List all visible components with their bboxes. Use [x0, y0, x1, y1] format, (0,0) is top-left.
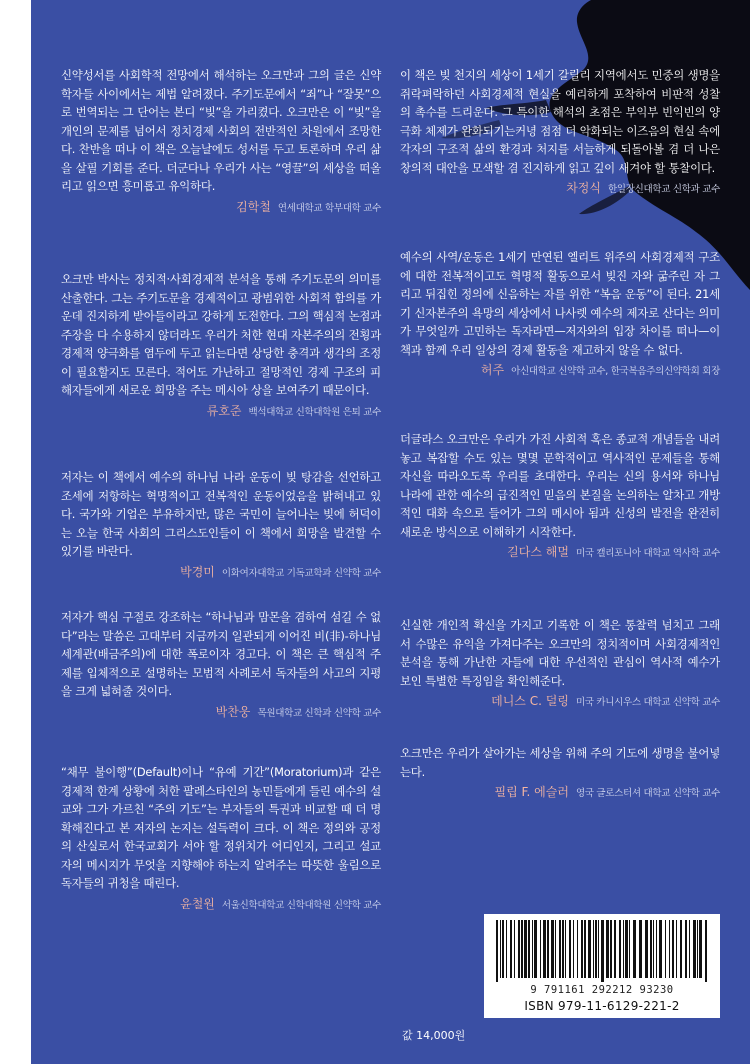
endorsement — [61, 608, 381, 721]
barcode-bar — [528, 920, 530, 978]
barcode-bar — [584, 920, 586, 978]
endorsement — [400, 616, 720, 710]
barcode-bar — [514, 920, 515, 978]
barcode-bar — [500, 920, 501, 978]
barcode-bar — [680, 920, 682, 978]
endorsement — [400, 430, 720, 561]
barcode-bar — [629, 920, 630, 978]
barcode-bars — [492, 920, 712, 982]
barcode-bar — [699, 920, 702, 978]
endorser-name: 박찬웅 — [215, 704, 251, 719]
endorsement-attribution — [400, 181, 720, 197]
endorsement-text: 예수의 사역/운동은 1세기 만연된 엘리트 위주의 사회경제적 구조에 대한 전복적이고도 혁명적 활동으로서 빚진 자와 굶주린 자 그리고 뒤집힌 정의에 신음하는 자를 위한 “복음 운동”이 된다. 21세기 신자본주의 욕망의 세상에서 나사렛 예수의 제자로 산다는 의미가 무엇일까 고민하는 독자라면—저자와의 입장 차이를 떠나—이 책과 함께 우리 일상의 경제 활동을 재고하지 않을 수 없다. — [400, 250, 720, 357]
barcode-bar — [697, 920, 698, 978]
endorsement — [61, 66, 381, 216]
barcode-bar — [496, 920, 498, 982]
barcode-bar — [518, 920, 520, 978]
barcode-bar — [598, 920, 599, 978]
endorser-affiliation: 한일장신대학교 신학과 교수 — [608, 184, 720, 195]
barcode-bar — [669, 920, 670, 978]
isbn-barcode — [484, 914, 720, 1018]
endorser-affiliation: 연세대학교 학부대학 교수 — [277, 202, 381, 214]
barcode-bar — [581, 920, 583, 978]
barcode-bar — [619, 920, 621, 978]
endorser-name: 허주 — [480, 363, 505, 377]
barcode-bar — [665, 920, 666, 978]
barcode-bar — [510, 920, 512, 978]
endorser-affiliation: 아신대학교 신약학 교수, 한국복음주의신약학회 회장 — [511, 366, 720, 377]
barcode-bar — [595, 920, 597, 978]
barcode-bar — [645, 920, 648, 978]
barcode-bar — [532, 920, 533, 978]
endorsement-text: 이 책은 빚 천지의 세상이 1세기 갈릴리 지역에서도 민중의 생명을 쥐락펴락하던 사회경제적 현실을 예리하게 포착하여 비판적 성찰의 촉수를 드리운다. 그 특이한 해석의 초점은 부익부 빈익빈의 양극화 체제가 완화되기는커녕 점점 더 악화되는 이즈음의 현실 속에 각자의 구조적 삶의 환경과 처지를 서늘하게 되돌아볼 겸 더 나은 창의적 대안을 모색할 겸 진지하게 읽고 깊이 새겨야 할 통찰이다. — [400, 68, 720, 175]
barcode-bar — [623, 920, 624, 978]
endorsement-text: 더글라스 오크만은 우리가 가진 사회적 혹은 종교적 개념들을 내려놓고 복잡할 수도 있는 몇몇 문학적이고 역사적인 문제들을 통해 자신을 따라오도록 우리를 초대한다. 우리는 신의 용서와 하나님 나라에 관한 예수의 급진적인 믿음의 본질을 논의하는 알차고 개방적인 대화 속으로 들어가 그의 메시아 됨과 신성의 발전을 완전히 새로운 방식으로 이해하기 시작한다. — [400, 432, 720, 539]
endorsement-attribution — [61, 404, 381, 420]
barcode-bar — [551, 920, 554, 978]
barcode-bar — [633, 920, 636, 978]
barcode-bar — [601, 920, 604, 982]
barcode-bar — [653, 920, 654, 978]
barcode-bar — [573, 920, 574, 978]
endorser-affiliation: 서울신학대학교 신학대학원 신약학 교수 — [221, 899, 381, 911]
barcode-bar — [565, 920, 566, 978]
barcode-bar — [524, 920, 527, 978]
barcode-bar — [547, 920, 549, 978]
barcode-digits: 9 791161 292212 93230 — [530, 984, 674, 996]
endorsement-attribution — [61, 705, 381, 721]
endorsement — [400, 248, 720, 379]
endorsement-attribution — [61, 200, 381, 216]
barcode-bar — [676, 920, 677, 978]
endorsement — [400, 744, 720, 801]
barcode-bar — [543, 920, 546, 978]
barcode-bar — [540, 920, 541, 978]
isbn-number: ISBN 979-11-6129-221-2 — [524, 999, 680, 1013]
endorser-name: 차정식 — [566, 181, 601, 195]
barcode-bar — [625, 920, 628, 978]
barcode-bar — [569, 920, 571, 978]
barcode-bar — [588, 920, 591, 978]
barcode-bar — [562, 920, 564, 978]
endorser-name: 데니스 C. 덜링 — [491, 694, 569, 708]
barcode-bar — [656, 920, 657, 978]
barcode-bar — [502, 920, 504, 978]
endorser-affiliation: 영국 글로스터셔 대학교 신약학 교수 — [575, 788, 720, 799]
endorsement — [61, 763, 381, 913]
endorser-name: 류호준 — [206, 403, 242, 418]
endorsement-text: 오크만은 우리가 살아가는 세상을 위해 주의 기도에 생명을 불어넣는다. — [400, 746, 720, 779]
endorsement — [61, 468, 381, 581]
barcode-bar — [705, 920, 707, 982]
endorsement-attribution — [400, 785, 720, 801]
barcode-bar — [685, 920, 687, 978]
endorser-affiliation: 목원대학교 신학과 신약학 교수 — [257, 707, 381, 719]
barcode-bar — [650, 920, 652, 978]
endorsement-text: 오크만 박사는 정치적·사회경제적 분석을 통해 주기도문의 의미를 산출한다. 그는 주기도문을 경제적이고 광범위한 사회적 함의를 가운데 진지하게 받아들이라고 강하게 도전한다. 그의 핵심적 논점과 주장을 다 수용하지 않더라도 우리가 처한 현대 자본주의의 전횡과 경제적 양극화를 염두에 두고 읽는다면 상당한 충격과 생각의 조정이 필요할지도 모른다. 적어도 가난하고 절망적인 경제 구조의 피해자들에게 새로운 희망을 주는 메시아 상을 보여주기 때문이다. — [61, 272, 381, 397]
endorser-name: 박경미 — [180, 564, 215, 579]
endorsement — [61, 270, 381, 420]
barcode-bar — [610, 920, 612, 978]
endorser-name: 윤철원 — [180, 896, 215, 911]
barcode-bar — [693, 920, 696, 978]
barcode-bar — [672, 920, 674, 978]
endorsement-attribution — [400, 363, 720, 379]
endorser-affiliation: 백석대학교 신학대학원 은퇴 교수 — [248, 406, 381, 418]
endorsement-text: 신실한 개인적 확신을 가지고 기록한 이 책은 통찰력 넘치고 그래서 수많은 유익을 가져다주는 오크만의 정치적이며 사회경제적인 분석을 통해 가난한 자들에 대한 우선적인 관심이 역사적 예수가 보인 특별한 특징임을 확인해준다. — [400, 618, 720, 688]
barcode-bar — [534, 920, 537, 978]
endorsement-attribution — [400, 694, 720, 710]
endorser-affiliation: 이화여자대학교 기독교학과 신약학 교수 — [221, 567, 381, 579]
endorser-name: 길다스 해멀 — [507, 545, 569, 559]
endorsement-attribution — [61, 565, 381, 581]
endorsement-text: 저자는 이 책에서 예수의 하나님 나라 운동이 빚 탕감을 선언하고 조세에 저항하는 혁명적이고 전복적인 운동이었음을 밝혀내고 있다. 국가와 기업은 부유하지만, 많은 국민이 늘어나는 빚에 허덕이는 오늘 한국 사회의 그리스도인들이 이 책에서 희망을 발견할 수 있기를 바란다. — [61, 470, 381, 558]
endorsement-attribution — [400, 545, 720, 561]
barcode-bar — [559, 920, 561, 978]
endorser-affiliation: 미국 카니시우스 대학교 신약학 교수 — [575, 697, 720, 708]
barcode-bar — [555, 920, 556, 978]
barcode-bar — [521, 920, 523, 978]
barcode-bar — [506, 920, 507, 978]
endorsement-text: “채무 불이행”(Default)이나 “유예 기간”(Moratorium)과 같은 경제적 한계 상황에 처한 팔레스타인의 농민들에게 들린 예수의 설교와 그가 가르친 “주의 기도”는 부자들의 특권과 비교할 때 더 명확해진다고 본 저자의 논지는 설득력이 크다. 이 책은 정의와 공정의 산실로서 한국교회가 서야 할 정위치가 어디인지, 그리고 설교자의 메시지가 무엇을 지향해야 하는지 알려주는 따뜻한 울림으로 독자들의 귀청을 때린다. — [61, 765, 381, 890]
endorsement-text: 신약성서를 사회학적 전망에서 해석하는 오크만과 그의 글은 신약학자들 사이에서는 제법 알려졌다. 주기도문에서 “죄”나 “잘못”으로 번역되는 그 단어는 본디 “빚”을 가리켰다. 오크만은 이 “빚”을 개인의 문제를 넘어서 정치경제 사회의 전반적인 차원에서 조망한다. 찬반을 떠나 이 책은 오늘날에도 성서를 두고 토론하며 우리 삶을 살필 기회를 준다. 더군다나 우리가 사는 “영끌”의 세상을 떠올리고 읽으면 흥미롭고 유익하다. — [61, 68, 381, 193]
endorsement-attribution — [61, 897, 381, 913]
barcode-bar — [659, 920, 662, 978]
barcode-bar — [614, 920, 616, 978]
price: 값 14,000원 — [402, 1029, 466, 1042]
barcode-bar — [689, 920, 690, 978]
endorser-affiliation: 미국 캘리포니아 대학교 역사학 교수 — [575, 548, 720, 559]
endorser-name: 김학철 — [236, 199, 271, 214]
barcode-bar — [577, 920, 578, 978]
back-cover — [31, 0, 750, 1064]
endorser-name: 필립 F. 에슬러 — [494, 785, 569, 799]
barcode-bar — [606, 920, 609, 978]
barcode-bar — [639, 920, 642, 978]
endorsement-text: 저자가 핵심 구절로 강조하는 “하나님과 맘몬을 겸하여 섬길 수 없다”라는 말씀은 고대부터 지금까지 일관되게 이어진 비(非)-하나님 세계관(배금주의)에 대한 폭로이자 경고다. 이 책은 큰 핵심적 주제를 입체적으로 설명하는 모범적 사례로서 독자들의 사고의 지평을 크게 넓혀줄 것이다. — [61, 610, 381, 698]
endorsement — [400, 66, 720, 197]
barcode-bar — [593, 920, 594, 978]
